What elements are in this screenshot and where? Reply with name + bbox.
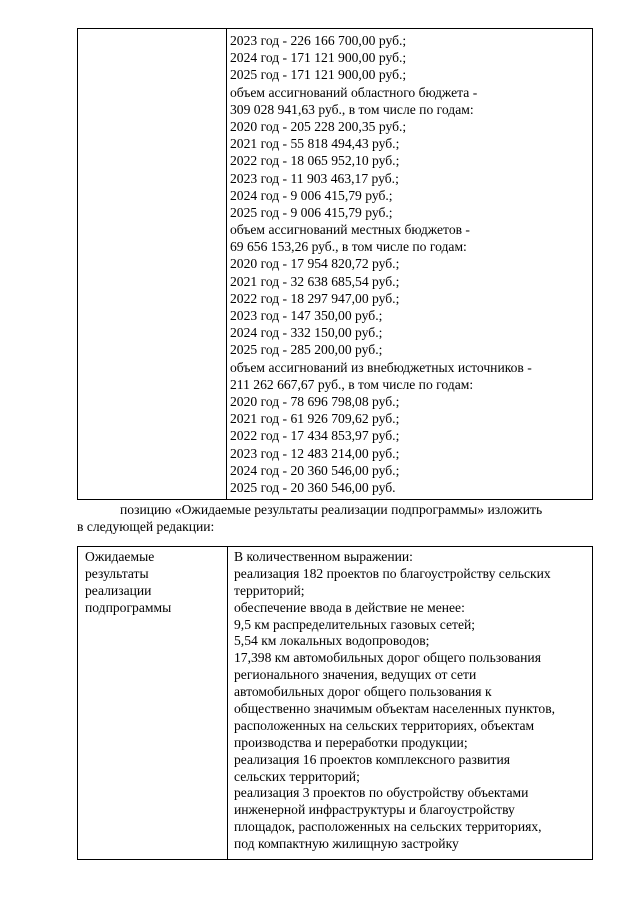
text-line: 2022 год - 17 434 853,97 руб.;	[230, 428, 400, 444]
paragraph-line: позицию «Ожидаемые результаты реализации подпрограммы» изложить	[120, 502, 543, 517]
text-line: 2020 год - 78 696 798,08 руб.;	[230, 393, 400, 409]
text-line: инженерной инфраструктуры и благоустройству	[234, 802, 515, 818]
expected-results-table	[77, 546, 593, 860]
text-line: 5,54 км локальных водопроводов;	[234, 633, 430, 649]
text-line: 2023 год - 11 903 463,17 руб.;	[230, 170, 399, 186]
text-line: 211 262 667,67 руб., в том числе по годам:	[230, 376, 474, 392]
table-column-divider	[227, 547, 228, 859]
text-line: 2025 год - 285 200,00 руб.;	[230, 342, 383, 358]
text-line: 2022 год - 18 297 947,00 руб.;	[230, 290, 400, 306]
text-line: В количественном выражении:	[234, 549, 413, 564]
text-line: 2024 год - 332 150,00 руб.;	[230, 325, 383, 341]
text-line: общественно значимым объектам населенных пунктов,	[234, 701, 556, 717]
text-line: производства и переработки продукции;	[234, 734, 468, 750]
text-line: автомобильных дорог общего пользования к	[234, 684, 492, 700]
text-line: 69 656 153,26 руб., в том числе по годам:	[230, 239, 467, 255]
text-line: площадок, расположенных на сельских территориях,	[234, 819, 542, 835]
text-line: 2025 год - 9 006 415,79 руб.;	[230, 204, 393, 220]
text-line: 17,398 км автомобильных дорог общего пользования	[234, 650, 541, 666]
text-line: 9,5 км распределительных газовых сетей;	[234, 616, 476, 632]
text-line: Ожидаемые	[85, 549, 155, 564]
text-line: подпрограммы	[85, 599, 172, 615]
text-line: реализации	[85, 582, 152, 598]
text-line: 2021 год - 61 926 709,62 руб.;	[230, 411, 400, 427]
table-left-cell	[85, 549, 221, 617]
text-line: реализация 3 проектов по обустройству объектами	[234, 785, 529, 801]
text-line: расположенных на сельских территориях, объектам	[234, 717, 535, 733]
text-line: реализация 182 проектов по благоустройству сельских	[234, 565, 551, 581]
table-right-cell	[234, 549, 590, 853]
table-column-divider	[226, 29, 227, 499]
text-line: 309 028 941,63 руб., в том числе по годам:	[230, 101, 474, 117]
text-line: 2021 год - 32 638 685,54 руб.;	[230, 273, 400, 289]
text-line: территорий;	[234, 582, 305, 598]
text-line: объем ассигнований из внебюджетных источников -	[230, 359, 532, 375]
text-line: сельских территорий;	[234, 768, 360, 784]
text-line: результаты	[85, 565, 149, 581]
text-line: 2025 год - 171 121 900,00 руб.;	[230, 67, 407, 83]
table-right-cell	[230, 32, 590, 496]
funding-table	[77, 28, 593, 500]
text-line: 2020 год - 17 954 820,72 руб.;	[230, 256, 400, 272]
text-line: реализация 16 проектов комплексного развития	[234, 751, 510, 767]
text-line: 2024 год - 9 006 415,79 руб.;	[230, 187, 393, 203]
paragraph-line: в следующей редакции:	[77, 519, 215, 534]
text-line: 2024 год - 20 360 546,00 руб.;	[230, 462, 400, 478]
text-line: 2023 год - 147 350,00 руб.;	[230, 308, 383, 323]
text-line: 2023 год - 226 166 700,00 руб.;	[230, 33, 407, 48]
text-line: обеспечение ввода в действие не менее:	[234, 599, 465, 615]
text-line: 2023 год - 12 483 214,00 руб.;	[230, 445, 400, 461]
text-line: объем ассигнований местных бюджетов -	[230, 222, 470, 238]
text-line: под компактную жилищную застройку	[234, 836, 459, 852]
text-line: 2020 год - 205 228 200,35 руб.;	[230, 118, 407, 134]
text-line: 2021 год - 55 818 494,43 руб.;	[230, 136, 400, 152]
text-line: 2025 год - 20 360 546,00 руб.	[230, 479, 396, 495]
text-line: 2022 год - 18 065 952,10 руб.;	[230, 153, 400, 169]
text-line: объем ассигнований областного бюджета -	[230, 84, 478, 100]
text-line: регионального значения, ведущих от сети	[234, 667, 477, 683]
text-line: 2024 год - 171 121 900,00 руб.;	[230, 50, 407, 66]
